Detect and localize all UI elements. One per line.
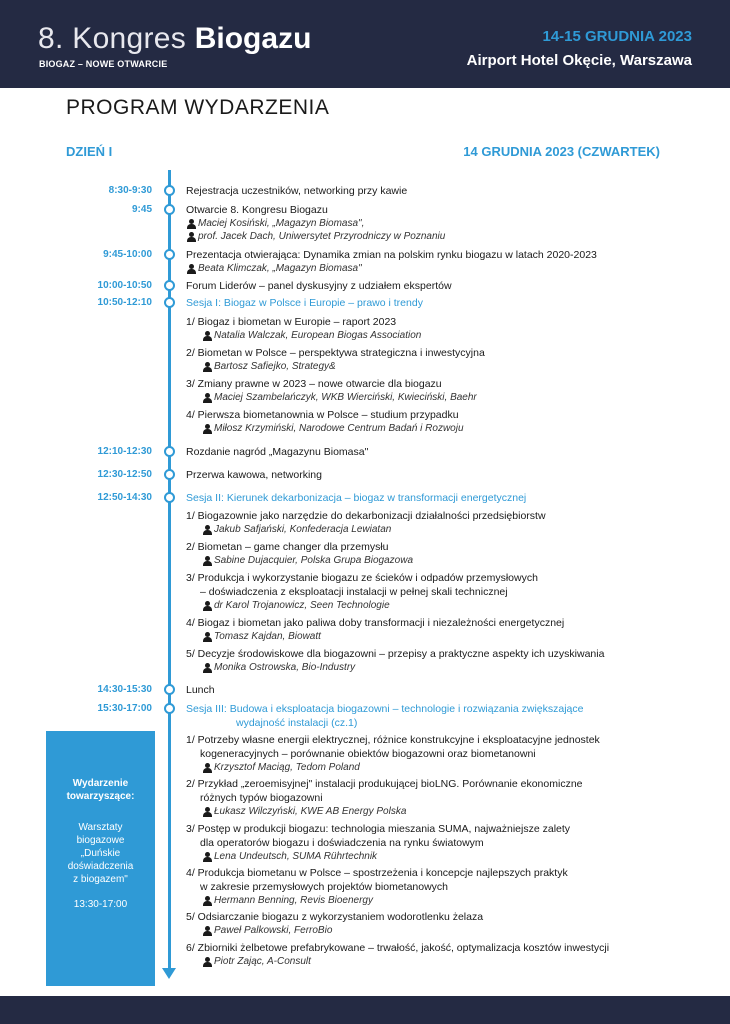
agenda-time: 14:30-15:30 bbox=[97, 684, 152, 695]
talk-title: 4/ Biogaz i biometan jako paliwa doby transformacji i niezależności energetycznej bbox=[186, 617, 565, 629]
person-icon bbox=[203, 807, 212, 817]
person-icon bbox=[187, 232, 196, 242]
speaker bbox=[202, 360, 686, 373]
agenda-title: Przerwa kawowa, networking bbox=[186, 469, 322, 481]
timeline-dot-icon bbox=[164, 297, 175, 308]
timeline-arrow-icon bbox=[162, 968, 176, 979]
timeline-dot-icon bbox=[164, 249, 175, 260]
person-icon bbox=[203, 525, 212, 535]
person-icon bbox=[203, 331, 212, 341]
person-icon bbox=[203, 663, 212, 673]
speaker bbox=[202, 630, 686, 643]
timeline-dot-icon bbox=[164, 185, 175, 196]
event-title-light: 8. Kongres bbox=[38, 22, 195, 55]
timeline-dot-icon bbox=[164, 684, 175, 695]
speaker-name: Tomasz Kajdan, Biowatt bbox=[214, 631, 321, 642]
speaker-name: Łukasz Wilczyński, KWE AB Energy Polska bbox=[214, 806, 407, 817]
agenda-title: Rozdanie nagród „Magazynu Biomasa" bbox=[186, 446, 369, 458]
talk bbox=[186, 822, 686, 863]
speaker bbox=[202, 894, 686, 907]
speaker bbox=[202, 391, 686, 404]
talk-title: 2/ Biometan – game changer dla przemysłu bbox=[186, 541, 389, 553]
speaker-name: Bartosz Safiejko, Strategy& bbox=[214, 361, 336, 372]
speaker-name: prof. Jacek Dach, Uniwersytet Przyrodniczy w Poznaniu bbox=[198, 231, 446, 242]
talk bbox=[186, 616, 686, 643]
person-icon bbox=[187, 264, 196, 274]
speaker-name: Miłosz Krzymiński, Narodowe Centrum Badań i Rozwoju bbox=[214, 423, 464, 434]
speaker bbox=[202, 661, 686, 674]
speaker bbox=[202, 805, 686, 818]
side-event-description bbox=[46, 821, 155, 886]
agenda-entry bbox=[186, 248, 686, 275]
talk bbox=[186, 910, 686, 937]
agenda-entry bbox=[186, 468, 686, 482]
talk-title: 1/ Potrzeby własne energii elektrycznej, różnice konstrukcyjne i eksploatacyjne jednostek bbox=[186, 734, 600, 746]
agenda-title: Otwarcie 8. Kongresu Biogazu bbox=[186, 204, 328, 216]
agenda-entry bbox=[186, 491, 686, 505]
side-event-line: Warsztaty bbox=[78, 822, 123, 833]
talk-title: 5/ Odsiarczanie biogazu z wykorzystaniem wodorotlenku żelaza bbox=[186, 911, 484, 923]
event-venue: Airport Hotel Okęcie, Warszawa bbox=[466, 52, 692, 69]
talk-title: 3/ Zmiany prawne w 2023 – nowe otwarcie dla biogazu bbox=[186, 378, 442, 390]
program-title: PROGRAM WYDARZENIA bbox=[66, 96, 330, 119]
talk-title: 4/ Produkcja biometanu w Polsce – spostrzeżenia i koncepcje najlepszych praktyk bbox=[186, 867, 568, 879]
talk bbox=[186, 509, 686, 536]
person-icon bbox=[203, 926, 212, 936]
talk bbox=[186, 941, 686, 968]
side-event-title-text: Wydarzenie towarzyszące: bbox=[66, 778, 135, 802]
agenda-entry bbox=[186, 445, 686, 459]
event-subtitle: BIOGAZ – NOWE OTWARCIE bbox=[39, 59, 168, 69]
speaker-name: Paweł Palkowski, FerroBio bbox=[214, 925, 333, 936]
person-icon bbox=[203, 763, 212, 773]
person-icon bbox=[203, 632, 212, 642]
timeline-dot-icon bbox=[164, 446, 175, 457]
talk bbox=[186, 647, 686, 674]
speaker-name: Maciej Kosiński, „Magazyn Biomasa", bbox=[198, 218, 365, 229]
agenda-time: 10:50-12:10 bbox=[97, 297, 152, 308]
talk bbox=[186, 540, 686, 567]
agenda-time: 12:10-12:30 bbox=[97, 446, 152, 457]
side-event-line: biogazowe bbox=[76, 835, 125, 846]
day-date: 14 GRUDNIA 2023 (CZWARTEK) bbox=[463, 144, 660, 159]
speaker-name: dr Karol Trojanowicz, Seen Technologie bbox=[214, 600, 390, 611]
speaker-name: Krzysztof Maciąg, Tedom Poland bbox=[214, 762, 360, 773]
speaker-name: Lena Undeutsch, SUMA Rührtechnik bbox=[214, 851, 378, 862]
talk-title: 1/ Biogazownie jako narzędzie do dekarbonizacji działalności przedsiębiorstw bbox=[186, 510, 546, 522]
talk-title-continued: różnych typów biogazowni bbox=[200, 792, 323, 804]
speaker-name: Monika Ostrowska, Bio-Industry bbox=[214, 662, 356, 673]
speaker bbox=[186, 217, 686, 230]
side-event-line: z biogazem" bbox=[73, 874, 128, 885]
speaker bbox=[202, 761, 686, 774]
person-icon bbox=[203, 957, 212, 967]
person-icon bbox=[203, 556, 212, 566]
agenda-time: 12:30-12:50 bbox=[97, 469, 152, 480]
person-icon bbox=[203, 362, 212, 372]
side-event-time: 13:30-17:00 bbox=[73, 899, 128, 910]
speaker bbox=[202, 554, 686, 567]
person-icon bbox=[187, 219, 196, 229]
agenda-time: 9:45 bbox=[131, 204, 152, 215]
agenda-time: 15:30-17:00 bbox=[97, 703, 152, 714]
agenda-time: 8:30-9:30 bbox=[108, 185, 152, 196]
agenda-entry bbox=[186, 296, 686, 310]
agenda-entry bbox=[186, 203, 686, 243]
talk bbox=[186, 571, 686, 612]
speaker-name: Piotr Zając, A-Consult bbox=[214, 956, 311, 967]
talk bbox=[186, 377, 686, 404]
person-icon bbox=[203, 601, 212, 611]
side-event-title bbox=[46, 777, 155, 803]
agenda-entry bbox=[186, 702, 686, 730]
talk bbox=[186, 346, 686, 373]
agenda-entry bbox=[186, 279, 686, 293]
session-title: Sesja III: Budowa i eksploatacja biogazowni – technologie i rozwiązania zwiększające bbox=[186, 703, 584, 715]
header-banner bbox=[0, 0, 730, 88]
speaker bbox=[202, 924, 686, 937]
agenda-time: 9:45-10:00 bbox=[103, 249, 152, 260]
talk-title-continued: dla operatorów biogazu i doświadczenia na rynku światowym bbox=[200, 837, 484, 849]
timeline-dot-icon bbox=[164, 469, 175, 480]
agenda-title: Lunch bbox=[186, 684, 215, 696]
agenda-time: 12:50-14:30 bbox=[97, 492, 152, 503]
agenda-title: Forum Liderów – panel dyskusyjny z udziałem ekspertów bbox=[186, 280, 452, 292]
talk-title: 2/ Biometan w Polsce – perspektywa strategiczna i inwestycyjna bbox=[186, 347, 485, 359]
speaker bbox=[202, 850, 686, 863]
speaker bbox=[186, 230, 686, 243]
talk-title-continued: w zakresie przemysłowych projektów biometanowych bbox=[200, 881, 449, 893]
person-icon bbox=[203, 896, 212, 906]
session-title-continued: wydajność instalacji (cz.1) bbox=[236, 717, 358, 729]
side-event-line: „Duńskie bbox=[80, 848, 121, 859]
speaker bbox=[202, 599, 686, 612]
timeline-dot-icon bbox=[164, 703, 175, 714]
speaker-name: Maciej Szambelańczyk, WKB Wierciński, Kwieciński, Baehr bbox=[214, 392, 477, 403]
person-icon bbox=[203, 424, 212, 434]
timeline-dot-icon bbox=[164, 492, 175, 503]
talk-title-continued: kogeneracyjnych – porównanie obiektów biogazowni oraz biometanowni bbox=[200, 748, 536, 760]
speaker-name: Jakub Safjański, Konfederacja Lewiatan bbox=[214, 524, 392, 535]
talk-title: 2/ Przykład „zeroemisyjnej" instalacji produkującej bioLNG. Porównanie ekonomiczne bbox=[186, 778, 583, 790]
day-label: DZIEŃ I bbox=[66, 144, 113, 159]
talk-title: 3/ Produkcja i wykorzystanie biogazu ze ścieków i odpadów przemysłowych bbox=[186, 572, 538, 584]
speaker-name: Beata Klimczak, „Magazyn Biomasa" bbox=[198, 263, 362, 274]
agenda-time: 10:00-10:50 bbox=[97, 280, 152, 291]
agenda-title: Prezentacja otwierająca: Dynamika zmian na polskim rynku biogazu w latach 2020-2023 bbox=[186, 249, 597, 261]
speaker bbox=[202, 329, 686, 342]
agenda-title: Rejestracja uczestników, networking przy kawie bbox=[186, 185, 408, 197]
speaker bbox=[202, 422, 686, 435]
side-event-box bbox=[46, 731, 155, 986]
talk bbox=[186, 315, 686, 342]
speaker bbox=[186, 262, 686, 275]
talk-title-continued: – doświadczenia z eksploatacji instalacji w pełnej skali technicznej bbox=[200, 586, 508, 598]
speaker bbox=[202, 523, 686, 536]
session-title: Sesja II: Kierunek dekarbonizacja – biogaz w transformacji energetycznej bbox=[186, 492, 527, 504]
talk-title: 3/ Postęp w produkcji biogazu: technologia mieszania SUMA, najważniejsze zalety bbox=[186, 823, 571, 835]
event-title-bold: Biogazu bbox=[194, 22, 312, 55]
speaker-name: Sabine Dujacquier, Polska Grupa Biogazowa bbox=[214, 555, 414, 566]
event-title bbox=[38, 22, 311, 56]
timeline-dot-icon bbox=[164, 280, 175, 291]
agenda-entry bbox=[186, 683, 686, 697]
talk-title: 6/ Zbiorniki żelbetowe prefabrykowane – trwałość, jakość, optymalizacja kosztów inwestycji bbox=[186, 942, 610, 954]
timeline-dot-icon bbox=[164, 204, 175, 215]
speaker-name: Natalia Walczak, European Biogas Association bbox=[214, 330, 422, 341]
talk bbox=[186, 408, 686, 435]
talk bbox=[186, 866, 686, 907]
footer-bar bbox=[0, 996, 730, 1024]
talk bbox=[186, 777, 686, 818]
speaker-name: Hermann Benning, Revis Bioenergy bbox=[214, 895, 373, 906]
talk-title: 5/ Decyzje środowiskowe dla biogazowni – przepisy a praktyczne aspekty ich uzyskiwania bbox=[186, 648, 605, 660]
person-icon bbox=[203, 852, 212, 862]
event-dates: 14-15 GRUDNIA 2023 bbox=[542, 28, 692, 45]
talk-title: 1/ Biogaz i biometan w Europie – raport 2023 bbox=[186, 316, 397, 328]
session-title: Sesja I: Biogaz w Polsce i Europie – prawo i trendy bbox=[186, 297, 423, 309]
side-event-line: doświadczenia bbox=[67, 861, 134, 872]
agenda-entry bbox=[186, 184, 686, 198]
speaker bbox=[202, 955, 686, 968]
talk bbox=[186, 733, 686, 774]
talk-title: 4/ Pierwsza biometanownia w Polsce – studium przypadku bbox=[186, 409, 459, 421]
person-icon bbox=[203, 393, 212, 403]
